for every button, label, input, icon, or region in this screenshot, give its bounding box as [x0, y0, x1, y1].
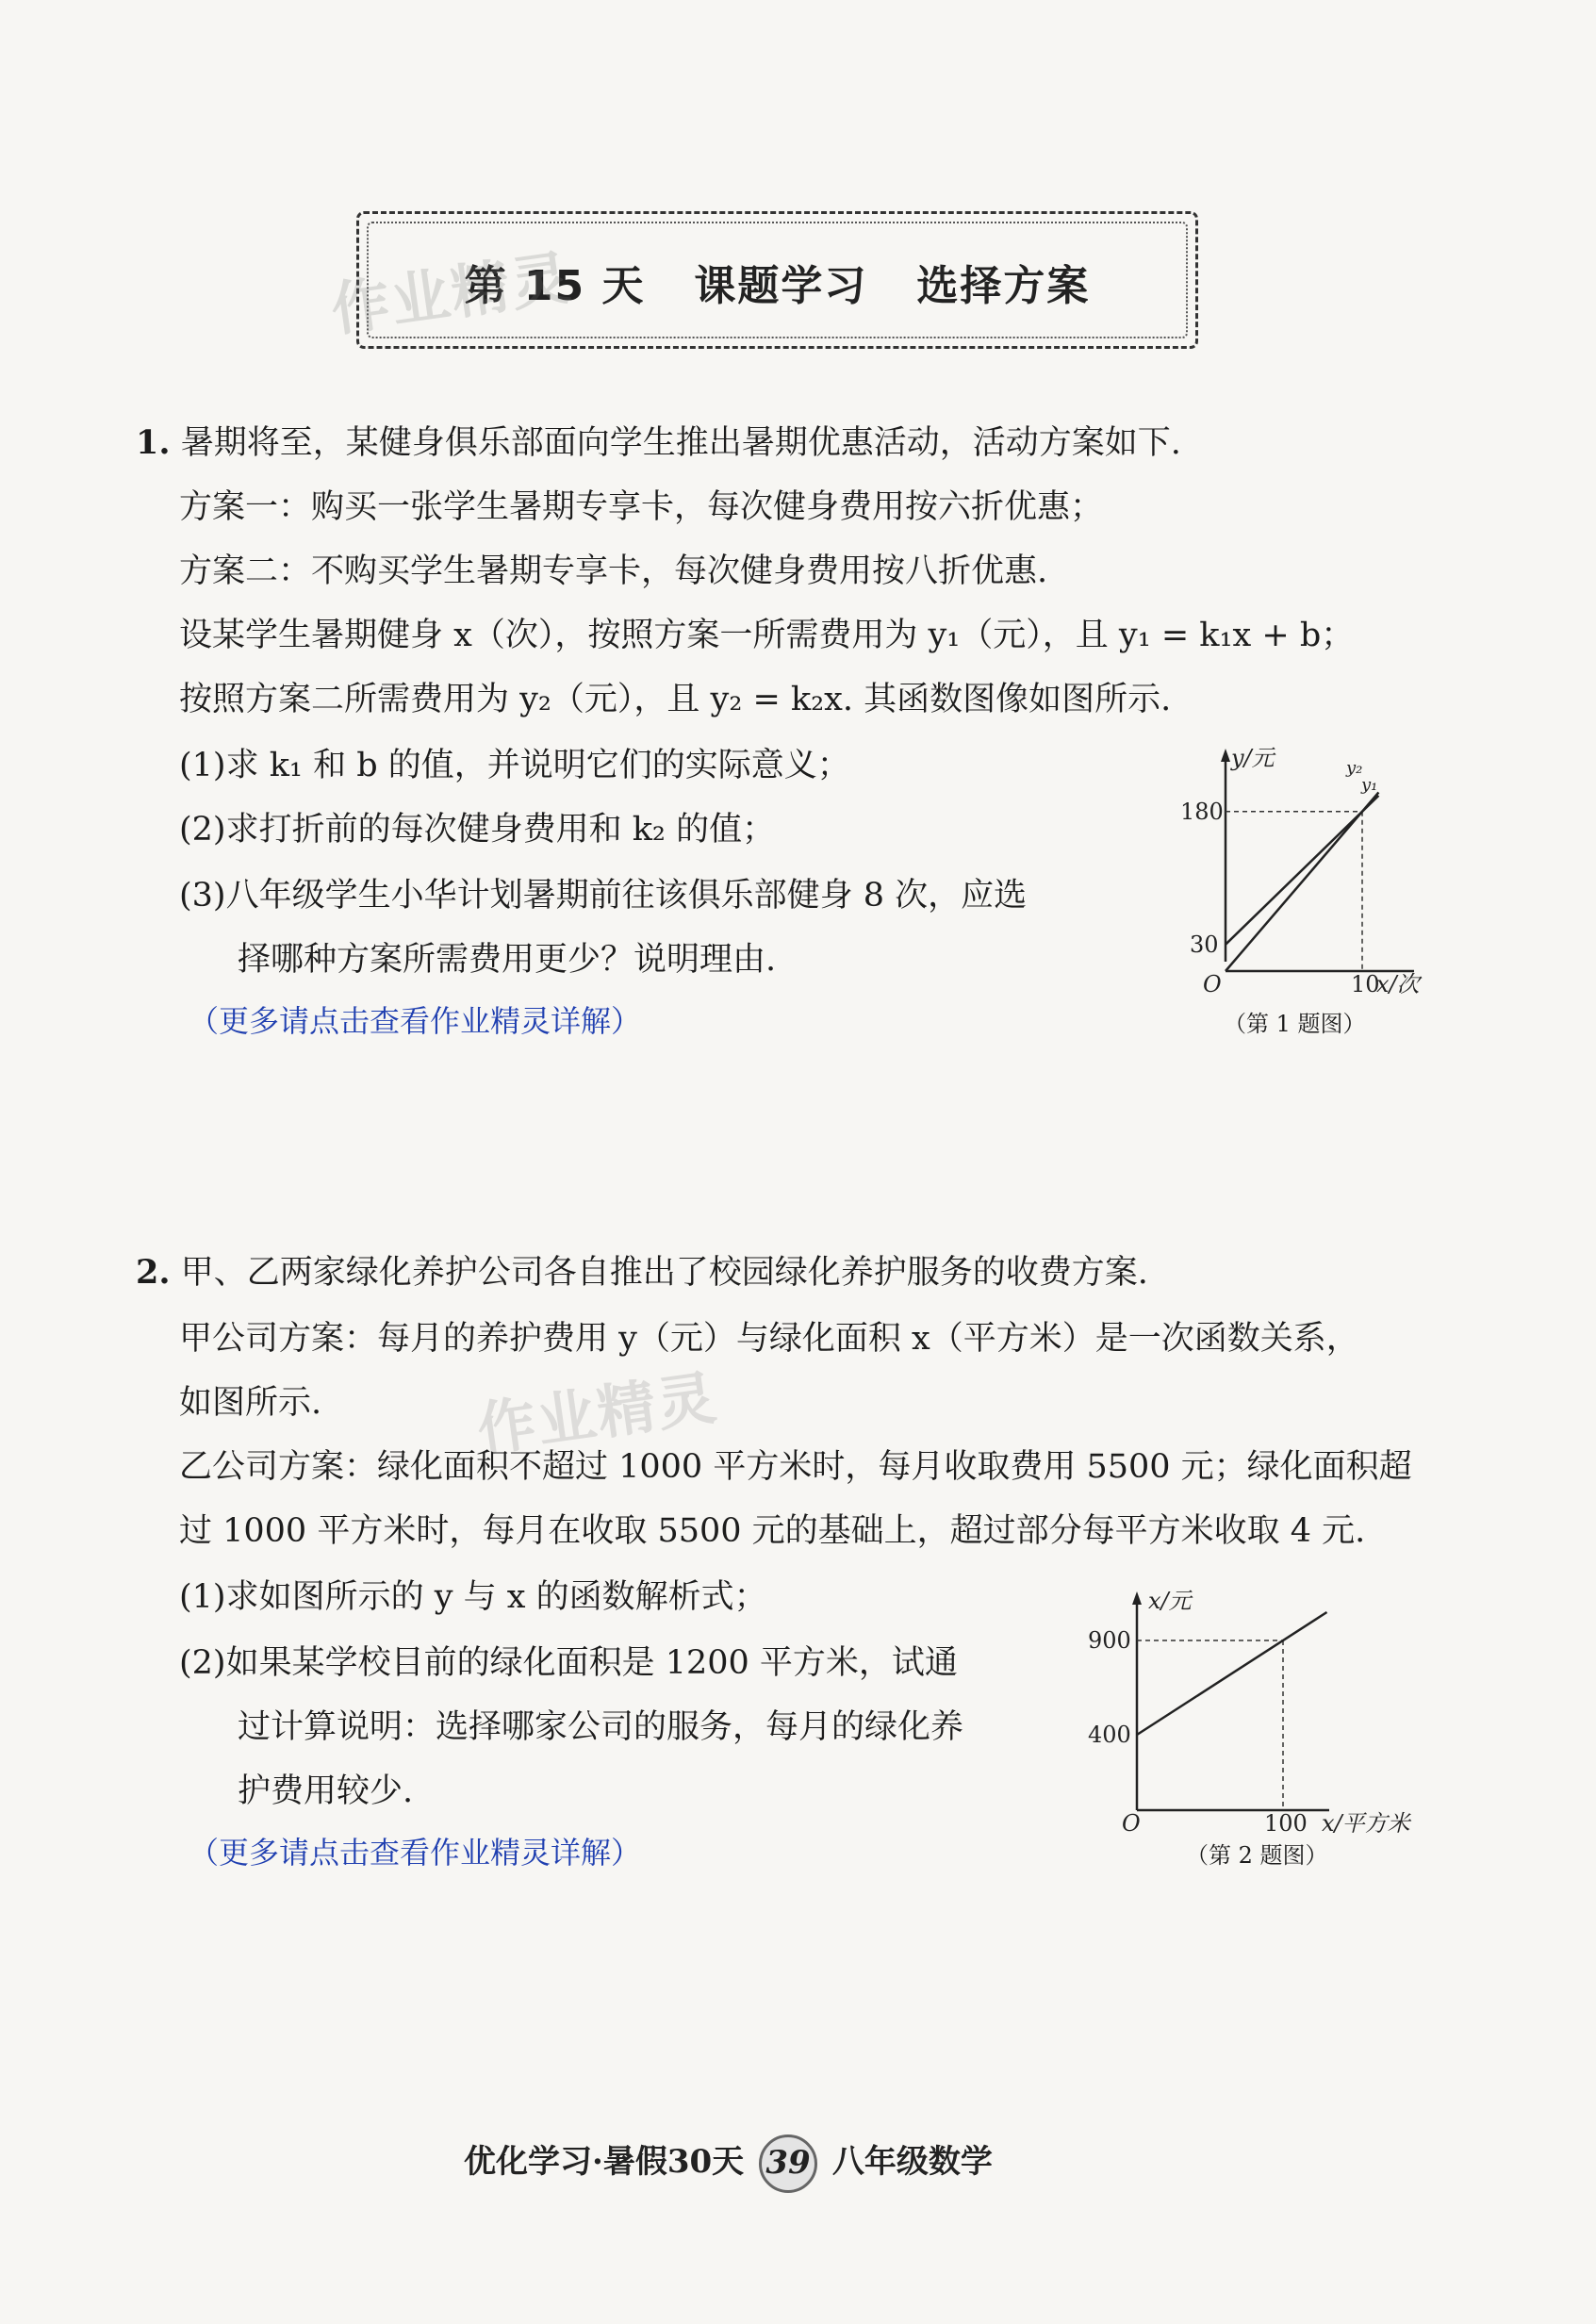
problem2-jia-line1: 甲公司方案：每月的养护费用 y（元）与绿化面积 x（平方米）是一次函数关系， — [179, 1320, 1359, 1358]
problem2-yi-line1: 乙公司方案：绿化面积不超过 1000 平方米时，每月收取费用 5500 元；绿化面积超 — [179, 1448, 1412, 1486]
problem1-plan2: 方案二：不购买学生暑期专享卡，每次健身费用按八折优惠. — [179, 552, 1048, 590]
problem1-question2: (2)求打折前的每次健身费用和 k₂ 的值； — [179, 811, 776, 849]
chart1-line-y2 — [1226, 792, 1378, 971]
chart2-tick-900: 900 — [1088, 1627, 1131, 1654]
chart1-ylabel: y/元 — [1231, 745, 1275, 771]
chart1-tick-30: 30 — [1190, 931, 1219, 958]
problem2-chart — [1075, 1584, 1452, 1837]
chart1-xlabel: x/次 — [1376, 971, 1420, 997]
chart1-label-y2: y₂ — [1346, 758, 1363, 778]
problem2-yi-line2: 过 1000 平方米时，每月在收取 5500 元的基础上，超过部分每平方米收取 4 元. — [179, 1512, 1366, 1550]
footer-book-title: 优化学习·暑假30天 — [464, 2143, 745, 2181]
problem1-chart-caption: （第 1 题图） — [1224, 1011, 1366, 1037]
page-footer — [464, 2134, 993, 2193]
title-watermark: 作业精灵 — [326, 242, 576, 345]
problem2-intro-row — [136, 1252, 1148, 1294]
problem1-intro: 暑期将至，某健身俱乐部面向学生推出暑期优惠活动，活动方案如下. — [180, 424, 1181, 462]
chart1-origin: O — [1203, 971, 1222, 997]
problem2-intro: 甲、乙两家绿化养护公司各自推出了校园绿化养护服务的收费方案. — [180, 1254, 1148, 1292]
chart1-y-arrow — [1221, 749, 1230, 762]
problem2-question2-line2: 过计算说明：选择哪家公司的服务，每月的绿化养 — [238, 1708, 964, 1746]
chart2-xlabel: x/平方米 — [1322, 1810, 1410, 1837]
problem2-chart-caption: （第 2 题图） — [1186, 1842, 1328, 1869]
problem1-question1: (1)求 k₁ 和 b 的值，并说明它们的实际意义； — [179, 747, 850, 784]
footer-subject: 八年级数学 — [831, 2143, 993, 2181]
chart2-origin: O — [1122, 1810, 1141, 1837]
problem1-question3-line2: 择哪种方案所需费用更少？说明理由. — [238, 941, 777, 979]
chart1-tick-10: 10 — [1351, 971, 1380, 997]
problem1-detail-link[interactable]: （更多请点击查看作业精灵详解） — [189, 1003, 642, 1039]
chart1-label-y1: y₁ — [1361, 775, 1378, 795]
chart2-ylabel: x/元 — [1148, 1588, 1192, 1614]
problem1-question3-line1: (3)八年级学生小华计划暑期前往该俱乐部健身 8 次，应选 — [179, 877, 1028, 915]
problem2-jia-line2: 如图所示. — [179, 1384, 322, 1422]
chart2-tick-100: 100 — [1264, 1810, 1308, 1837]
page-number: 39 — [759, 2134, 817, 2193]
problem2-question1: (1)求如图所示的 y 与 x 的函数解析式； — [179, 1578, 767, 1616]
problem1-number: 1. — [136, 423, 171, 462]
problem1-setup1: 设某学生暑期健身 x（次），按照方案一所需费用为 y₁（元），且 y₁ = k₁x + b； — [179, 617, 1355, 654]
problem2-question2-line3: 护费用较少. — [238, 1772, 414, 1810]
problem2-number: 2. — [136, 1253, 171, 1292]
chart2-line — [1137, 1612, 1327, 1735]
problem2-watermark: 作业精灵 — [472, 1362, 722, 1465]
problem2-detail-link[interactable]: （更多请点击查看作业精灵详解） — [189, 1835, 642, 1871]
problem1-plan1: 方案一：购买一张学生暑期专享卡，每次健身费用按六折优惠； — [179, 488, 1104, 526]
problem1-intro-row — [136, 422, 1181, 464]
problem1-setup2: 按照方案二所需费用为 y₂（元），且 y₂ = k₂x. 其函数图像如图所示. — [179, 681, 1172, 718]
chart2-tick-400: 400 — [1088, 1722, 1131, 1748]
page-title: 第 15 天 课题学习 选择方案 — [464, 262, 1091, 310]
chart2-y-arrow — [1132, 1591, 1142, 1605]
problem2-question2-line1: (2)如果某学校目前的绿化面积是 1200 平方米，试通 — [179, 1644, 958, 1682]
problem1-chart — [1169, 745, 1452, 997]
chart1-tick-180: 180 — [1180, 798, 1224, 825]
